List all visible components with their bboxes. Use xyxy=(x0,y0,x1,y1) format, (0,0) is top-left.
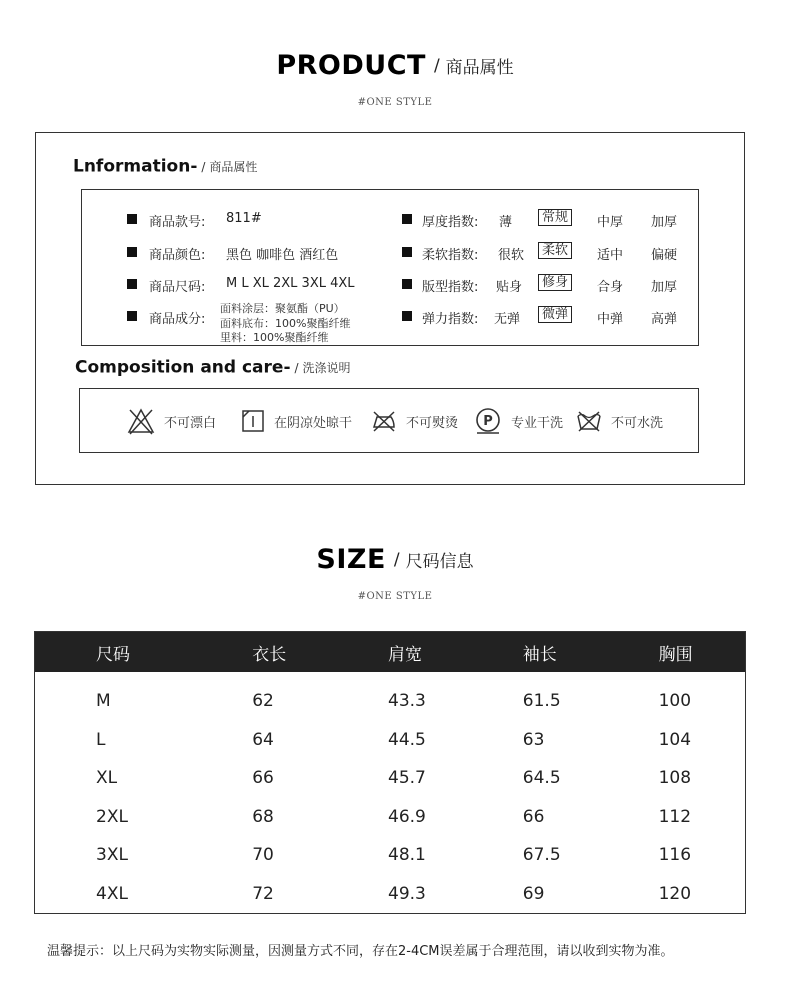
size-note: 温馨提示：以上尺码为实物实际测量，因测量方式不同，存在2-4CM误差属于合理范围，请以收到实物为准。 xyxy=(47,944,674,959)
product-title-en: PRODUCT xyxy=(276,50,426,81)
composition-label: 商品成分: xyxy=(149,312,206,327)
cell-size: 4XL xyxy=(96,883,128,904)
table-row xyxy=(35,875,746,914)
header-sleeve: 袖长 xyxy=(522,644,557,665)
cell-length: 70 xyxy=(252,845,274,866)
cell-length: 68 xyxy=(252,806,274,827)
bullet-square xyxy=(127,247,137,257)
care-label-no-iron: 不可熨烫 xyxy=(406,415,459,431)
size-table xyxy=(34,631,746,914)
cell-chest: 104 xyxy=(658,729,692,750)
bullet-square xyxy=(402,214,412,224)
cell-sleeve: 61.5 xyxy=(522,691,561,712)
care-heading xyxy=(75,357,351,378)
thickness-option-selected: 常规 xyxy=(538,209,572,226)
thickness-label: 厚度指数: xyxy=(422,215,479,230)
care-item-no-wash xyxy=(576,407,663,435)
product-section-title xyxy=(0,50,790,81)
fit-option: 加厚 xyxy=(651,280,678,295)
cell-sleeve: 69 xyxy=(522,883,545,904)
composition-line: 面料涂层：聚氨酯（PU） xyxy=(220,302,345,315)
information-heading-cn: 商品属性 xyxy=(209,160,258,174)
professional-dry-clean-icon xyxy=(474,407,502,435)
information-heading-slash: / xyxy=(201,159,206,174)
cell-chest: 120 xyxy=(658,883,692,904)
composition-line: 面料底布：100%聚酯纤维 xyxy=(220,317,351,330)
information-heading xyxy=(73,156,257,177)
cell-chest: 112 xyxy=(658,806,692,827)
cell-size: 2XL xyxy=(96,806,128,827)
care-item-shade-dry xyxy=(241,407,352,435)
title-slash: / xyxy=(433,55,440,76)
size-style-tag: #ONE STYLE xyxy=(357,591,433,602)
bullet-square xyxy=(402,247,412,257)
elasticity-option: 中弹 xyxy=(597,312,624,327)
care-item-no-bleach xyxy=(127,407,216,435)
care-label-no-wash: 不可水洗 xyxy=(611,415,664,431)
care-item-no-iron xyxy=(371,407,458,435)
softness-option: 很软 xyxy=(498,248,525,263)
cell-shoulder: 43.3 xyxy=(388,691,426,712)
cell-length: 64 xyxy=(252,729,274,750)
style-number-label: 商品款号: xyxy=(149,215,206,230)
size-title-cn: 尺码信息 xyxy=(405,552,474,572)
table-row xyxy=(35,798,746,837)
cell-shoulder: 49.3 xyxy=(388,883,426,904)
cell-chest: 100 xyxy=(658,691,692,712)
elasticity-option: 无弹 xyxy=(494,312,521,327)
no-iron-icon xyxy=(371,409,397,433)
elasticity-option-selected: 微弹 xyxy=(538,306,572,323)
bullet-square xyxy=(402,311,412,321)
cell-shoulder: 45.7 xyxy=(388,768,426,789)
cell-size: 3XL xyxy=(96,845,128,866)
size-value: M L XL 2XL 3XL 4XL xyxy=(226,276,355,291)
softness-label: 柔软指数: xyxy=(422,248,479,263)
care-heading-cn: 洗涤说明 xyxy=(302,361,351,375)
table-row xyxy=(35,721,746,760)
cell-shoulder: 48.1 xyxy=(388,845,426,866)
bullet-square xyxy=(127,311,137,321)
thickness-option: 加厚 xyxy=(651,215,678,230)
cell-sleeve: 67.5 xyxy=(522,845,561,866)
cell-size: M xyxy=(96,691,111,712)
thickness-option: 薄 xyxy=(499,215,513,230)
product-style-tag: #ONE STYLE xyxy=(357,97,433,108)
size-title-en: SIZE xyxy=(316,544,386,575)
fit-option: 合身 xyxy=(597,280,624,295)
bullet-square xyxy=(127,214,137,224)
header-chest: 胸围 xyxy=(658,644,693,665)
composition-line: 里料：100%聚酯纤维 xyxy=(220,331,329,344)
care-label-no-bleach: 不可漂白 xyxy=(164,415,217,431)
cell-size: L xyxy=(96,729,106,750)
information-heading-en: Lnformation- xyxy=(73,156,198,177)
cell-shoulder: 44.5 xyxy=(388,729,426,750)
svg-text:P: P xyxy=(483,414,493,429)
fit-label: 版型指数: xyxy=(422,280,479,295)
cell-length: 66 xyxy=(252,768,274,789)
header-shoulder: 肩宽 xyxy=(388,644,422,665)
bullet-square xyxy=(127,279,137,289)
cell-sleeve: 63 xyxy=(522,729,545,750)
table-row xyxy=(35,759,746,798)
no-bleach-icon xyxy=(127,407,155,435)
cell-sleeve: 66 xyxy=(522,806,545,827)
color-label: 商品颜色: xyxy=(149,248,206,263)
care-label-shade-dry: 在阴凉处晾干 xyxy=(274,415,353,431)
bullet-square xyxy=(402,279,412,289)
softness-option: 偏硬 xyxy=(651,248,678,263)
product-title-cn: 商品属性 xyxy=(445,58,514,78)
elasticity-label: 弹力指数: xyxy=(422,312,479,327)
care-heading-slash: / xyxy=(294,360,299,375)
size-label: 商品尺码: xyxy=(149,280,206,295)
softness-option-selected: 柔软 xyxy=(538,242,572,259)
shade-dry-icon xyxy=(241,409,265,433)
care-item-dry-clean xyxy=(474,407,563,435)
header-size: 尺码 xyxy=(96,644,130,665)
care-heading-en: Composition and care- xyxy=(75,357,291,378)
style-number-value: 811# xyxy=(226,211,262,226)
cell-length: 72 xyxy=(252,883,274,904)
size-section-title xyxy=(0,544,790,575)
cell-size: XL xyxy=(96,768,118,789)
table-row xyxy=(35,836,746,875)
cell-shoulder: 46.9 xyxy=(388,806,426,827)
thickness-option: 中厚 xyxy=(597,215,624,230)
cell-chest: 116 xyxy=(658,845,692,866)
table-row xyxy=(35,672,746,721)
title-slash: / xyxy=(393,549,400,570)
cell-length: 62 xyxy=(252,691,274,712)
softness-option: 适中 xyxy=(597,248,624,263)
fit-option: 贴身 xyxy=(496,280,523,295)
elasticity-option: 高弹 xyxy=(651,312,678,327)
color-value: 黑色 咖啡色 酒红色 xyxy=(226,248,339,263)
no-wash-icon xyxy=(576,409,602,433)
fit-option-selected: 修身 xyxy=(538,274,572,291)
size-table-header xyxy=(35,632,746,673)
cell-sleeve: 64.5 xyxy=(522,768,561,789)
cell-chest: 108 xyxy=(658,768,692,789)
header-length: 衣长 xyxy=(252,644,287,665)
care-label-dry-clean: 专业干洗 xyxy=(511,415,564,431)
